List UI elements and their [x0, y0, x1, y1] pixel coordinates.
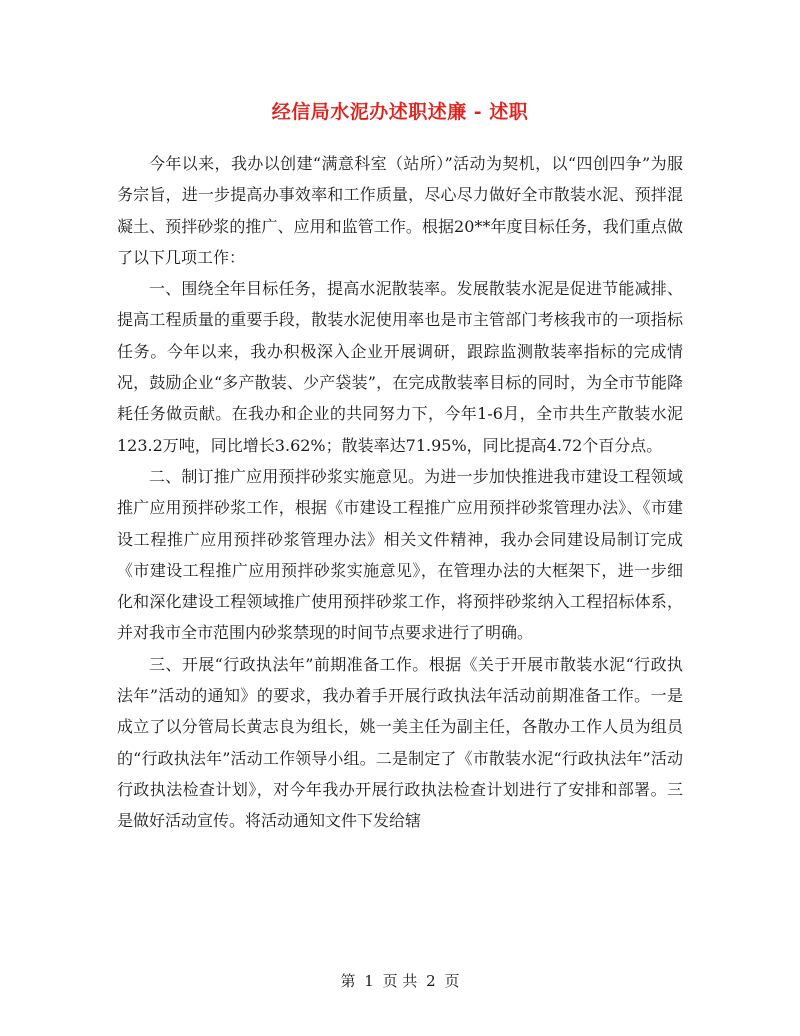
document-body — [117, 148, 683, 837]
paragraph-section-1: 一、围绕全年目标任务，提高水泥散装率。发展散装水泥是促进节能减排、提高工程质量的重要手段，散装水泥使用率也是市主管部门考核我市的一项指标任务。今年以来，我办积极深入企业开展调研，跟踪监测散装率指标的完成情况，鼓励企业“多产散装、少产袋装”，在完成散装率目标的同时，为全市节能降耗任务做贡献。在我办和企业的共同努力下，今年1-6月，全市共生产散装水泥123.2万吨，同比增长3.62%；散装率达71.95%，同比提高4.72个百分点。 — [117, 279, 683, 455]
document-title: 经信局水泥办述职述廉 - 述职 — [271, 101, 529, 123]
page-footer — [0, 970, 800, 991]
footer-suffix: 页 — [444, 972, 460, 990]
paragraph-section-3: 三、开展“行政执法年”前期准备工作。根据《关于开展市散装水泥“行政执法年”活动的通知》的要求，我办着手开展行政执法年活动前期准备工作。一是成立了以分管局长黄志良为组长，姚一美主任为副主任，各散办工作人员为组员的“行政执法年”活动工作领导小组。二是制定了《市散装水泥“行政执法年”活动行政执法检查计划》，对今年我办开展行政执法检查计划进行了安排和部署。三是做好活动宣传。将活动通知文件下发给辖 — [117, 654, 683, 831]
footer-mid: 页 共 — [382, 972, 418, 990]
footer-current-page: 1 — [364, 972, 374, 990]
paragraph-section-2: 二、制订推广应用预拌砂浆实施意见。为进一步加快推进我市建设工程领域推广应用预拌砂浆工作，根据《市建设工程推广应用预拌砂浆管理办法》、《市建设工程推广应用预拌砂浆管理办法》相关文件精神，我办会同建设局制订完成《市建设工程推广应用预拌砂浆实施意见》，在管理办法的大框架下，进一步细化和深化建设工程领域推广使用预拌砂浆工作，将预拌砂浆纳入工程招标体系，并对我市全市范围内砂浆禁现的时间节点要求进行了明确。 — [117, 466, 683, 643]
footer-prefix: 第 — [340, 972, 356, 990]
paragraph-intro: 今年以来，我办以创建“满意科室（站所）”活动为契机，以“四创四争”为服务宗旨，进一步提高办事效率和工作质量，尽心尽力做好全市散装水泥、预拌混凝土、预拌砂浆的推广、应用和监管工作。根据20**年度目标任务，我们重点做了以下几项工作： — [117, 154, 683, 267]
footer-total-pages: 2 — [426, 972, 436, 990]
